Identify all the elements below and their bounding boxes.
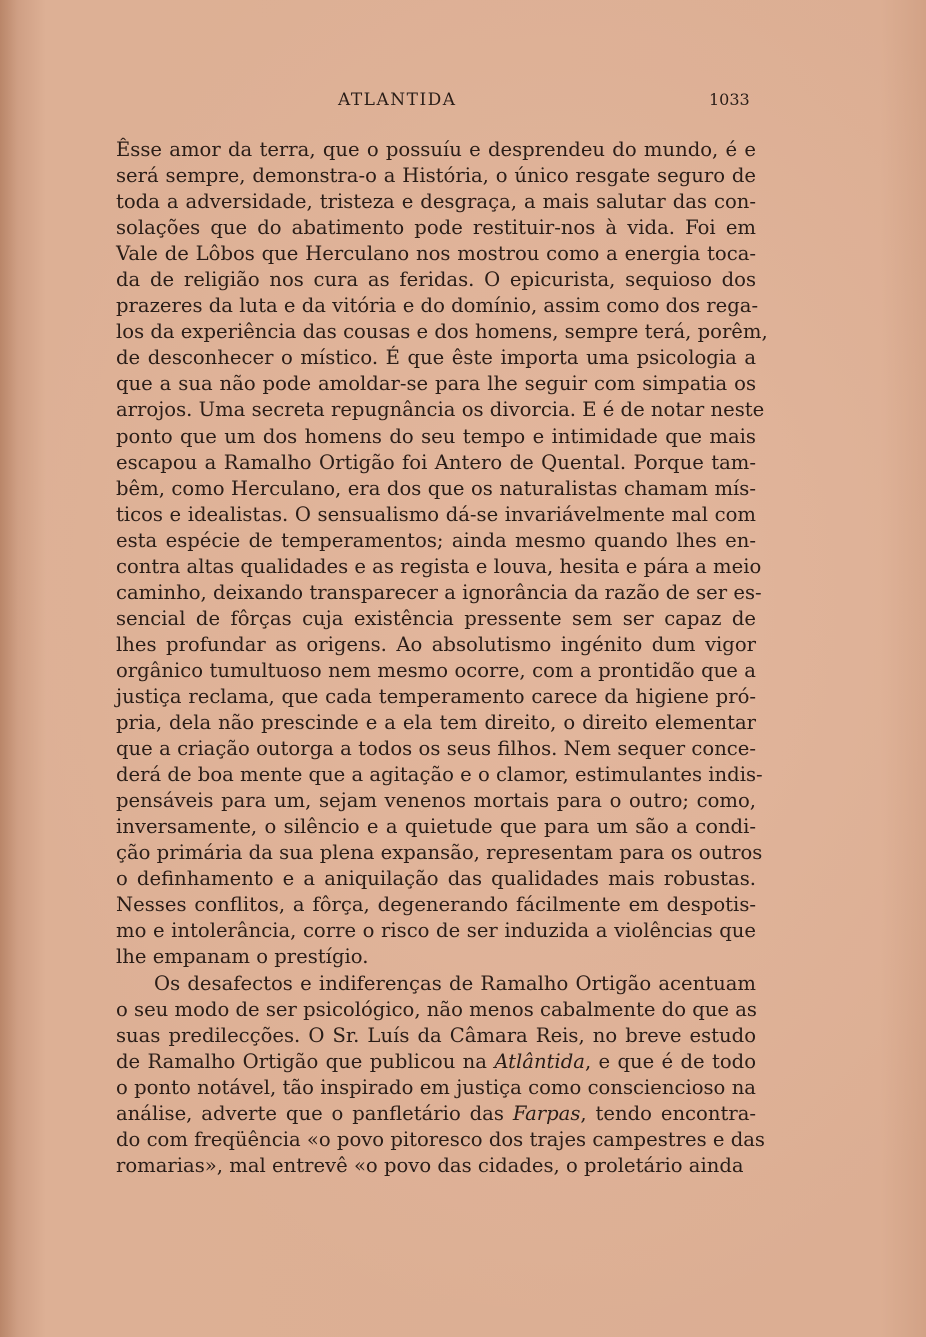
text-run: derá de boa mente que a agitação e o clamor, estimulantes indis- xyxy=(116,763,763,787)
text-line xyxy=(116,554,762,580)
text-run: sencial de fôrças cuja existência pressente sem ser capaz de xyxy=(116,606,756,630)
text-line xyxy=(116,971,756,997)
text-run: o definhamento e a aniquilação das qualidades mais robustas. xyxy=(116,867,756,891)
text-line xyxy=(116,137,756,163)
text-line xyxy=(116,710,756,736)
text-run: escapou a Ramalho Ortigão foi Antero de Quental. Porque tam- xyxy=(116,450,756,474)
text-line xyxy=(116,267,756,293)
text-run: de Ramalho Ortigão que publicou na xyxy=(116,1049,495,1073)
text-run: romarias», mal entrevê «o povo das cidades, o proletário ainda xyxy=(116,1153,744,1177)
text-line xyxy=(116,580,762,606)
text-run: , tendo encontra- xyxy=(580,1101,756,1125)
text-line xyxy=(116,397,765,423)
text-line xyxy=(116,788,756,814)
text-line xyxy=(116,319,768,345)
running-title: ATLANTIDA xyxy=(338,90,457,110)
text-run: Êsse amor da terra, que o possuíu e desprendeu do mundo, é e xyxy=(116,138,756,161)
text-run: da de religião nos cura as feridas. O epicurista, sequioso dos xyxy=(116,268,756,292)
text-line xyxy=(116,502,756,528)
text-line xyxy=(116,684,756,710)
text-run: ção primária da sua plena expansão, representam para os outros xyxy=(116,841,763,865)
text-run: que a criação outorga a todos os seus filhos. Nem sequer conce- xyxy=(116,737,756,761)
body-text xyxy=(116,137,768,1179)
text-run: pria, dela não prescinde e a ela tem direito, o direito elementar xyxy=(116,711,756,735)
italic-title: Atlântida xyxy=(494,1049,585,1073)
text-run: bêm, como Herculano, era dos que os naturalistas chamam mís- xyxy=(116,476,756,500)
text-line xyxy=(116,866,756,892)
text-line xyxy=(116,293,759,319)
text-run: do com freqüência «o povo pitoresco dos trajes campestres e das xyxy=(116,1127,765,1151)
text-line xyxy=(116,762,763,788)
text-run: esta espécie de temperamentos; ainda mesmo quando lhes en- xyxy=(116,528,756,552)
text-run: análise, adverte que o panfletário das xyxy=(116,1101,513,1125)
text-run: arrojos. Uma secreta repugnância os divorcia. E é de notar neste xyxy=(116,398,765,422)
text-run: los da experiência das cousas e dos homens, sempre terá, porêm, xyxy=(116,320,768,344)
text-line xyxy=(116,1075,756,1101)
text-line xyxy=(116,1127,765,1153)
text-line xyxy=(116,450,756,476)
text-line xyxy=(116,1101,756,1127)
page-number: 1033 xyxy=(709,90,750,109)
text-line xyxy=(116,528,756,554)
text-run: lhes profundar as origens. Ao absolutismo ingénito dum vigor xyxy=(116,632,756,656)
text-run: o ponto notável, tão inspirado em justiça como consciencioso na xyxy=(116,1075,756,1099)
text-line xyxy=(116,997,756,1023)
text-line xyxy=(116,840,763,866)
running-header xyxy=(0,90,926,116)
text-run: será sempre, demonstra-o a História, o único resgate seguro de xyxy=(116,164,756,188)
text-run: ponto que um dos homens do seu tempo e intimidade que mais xyxy=(116,424,756,448)
text-run: o seu modo de ser psicológico, não menos cabalmente do que as xyxy=(116,997,757,1021)
text-line xyxy=(116,814,756,840)
text-line xyxy=(116,163,756,189)
text-line xyxy=(116,658,756,684)
text-run: , e que é de todo xyxy=(584,1049,756,1073)
text-run: Vale de Lôbos que Herculano nos mostrou como a energia toca- xyxy=(116,242,756,266)
text-run: contra altas qualidades e as regista e louva, hesita e pára a meio xyxy=(116,554,762,578)
text-run: inversamente, o silêncio e a quietude que para um são a condi- xyxy=(116,815,756,839)
text-run: Nesses conflitos, a fôrça, degenerando fácilmente em despotis- xyxy=(116,893,756,917)
text-line xyxy=(116,892,756,918)
text-run: ticos e idealistas. O sensualismo dá-se invariávelmente mal com xyxy=(116,502,756,526)
text-run: mo e intolerância, corre o risco de ser induzida a violências que xyxy=(116,919,756,943)
text-line xyxy=(116,189,756,215)
text-line xyxy=(116,1023,756,1049)
text-line xyxy=(116,424,756,450)
text-run: caminho, deixando transparecer a ignorância da razão de ser es- xyxy=(116,580,762,604)
text-run: de desconhecer o místico. É que êste importa uma psicologia a xyxy=(116,346,756,370)
text-line xyxy=(116,476,756,502)
text-run: que a sua não pode amoldar-se para lhe seguir com simpatia os xyxy=(116,372,756,396)
paragraph xyxy=(116,137,768,971)
text-line xyxy=(116,1049,756,1075)
text-line xyxy=(116,1153,756,1179)
text-line xyxy=(116,944,756,970)
text-run: toda a adversidade, tristeza e desgraça, a mais salutar das con- xyxy=(116,190,756,214)
text-run: lhe empanam o prestígio. xyxy=(116,945,369,969)
text-run: suas predilecções. O Sr. Luís da Câmara Reis, no breve estudo xyxy=(116,1023,756,1047)
text-run: solações que do abatimento pode restituir-nos à vida. Foi em xyxy=(116,216,756,240)
text-line xyxy=(116,345,756,371)
text-line xyxy=(116,736,756,762)
text-line xyxy=(116,371,756,397)
paragraph xyxy=(116,971,765,1179)
text-run: orgânico tumultuoso nem mesmo ocorre, com a prontidão que a xyxy=(116,658,756,682)
italic-title: Farpas xyxy=(512,1101,581,1125)
text-run: Os desafectos e indiferenças de Ramalho Ortigão acentuam xyxy=(154,971,756,995)
text-line xyxy=(116,241,756,267)
text-run: pensáveis para um, sejam venenos mortais para o outro; como, xyxy=(116,789,756,813)
text-run: justiça reclama, que cada temperamento carece da higiene pró- xyxy=(116,684,756,708)
text-line xyxy=(116,632,756,658)
text-run: prazeres da luta e da vitória e do domínio, assim como dos rega- xyxy=(116,294,759,318)
text-line xyxy=(116,918,756,944)
text-line xyxy=(116,606,756,632)
text-line xyxy=(116,215,756,241)
